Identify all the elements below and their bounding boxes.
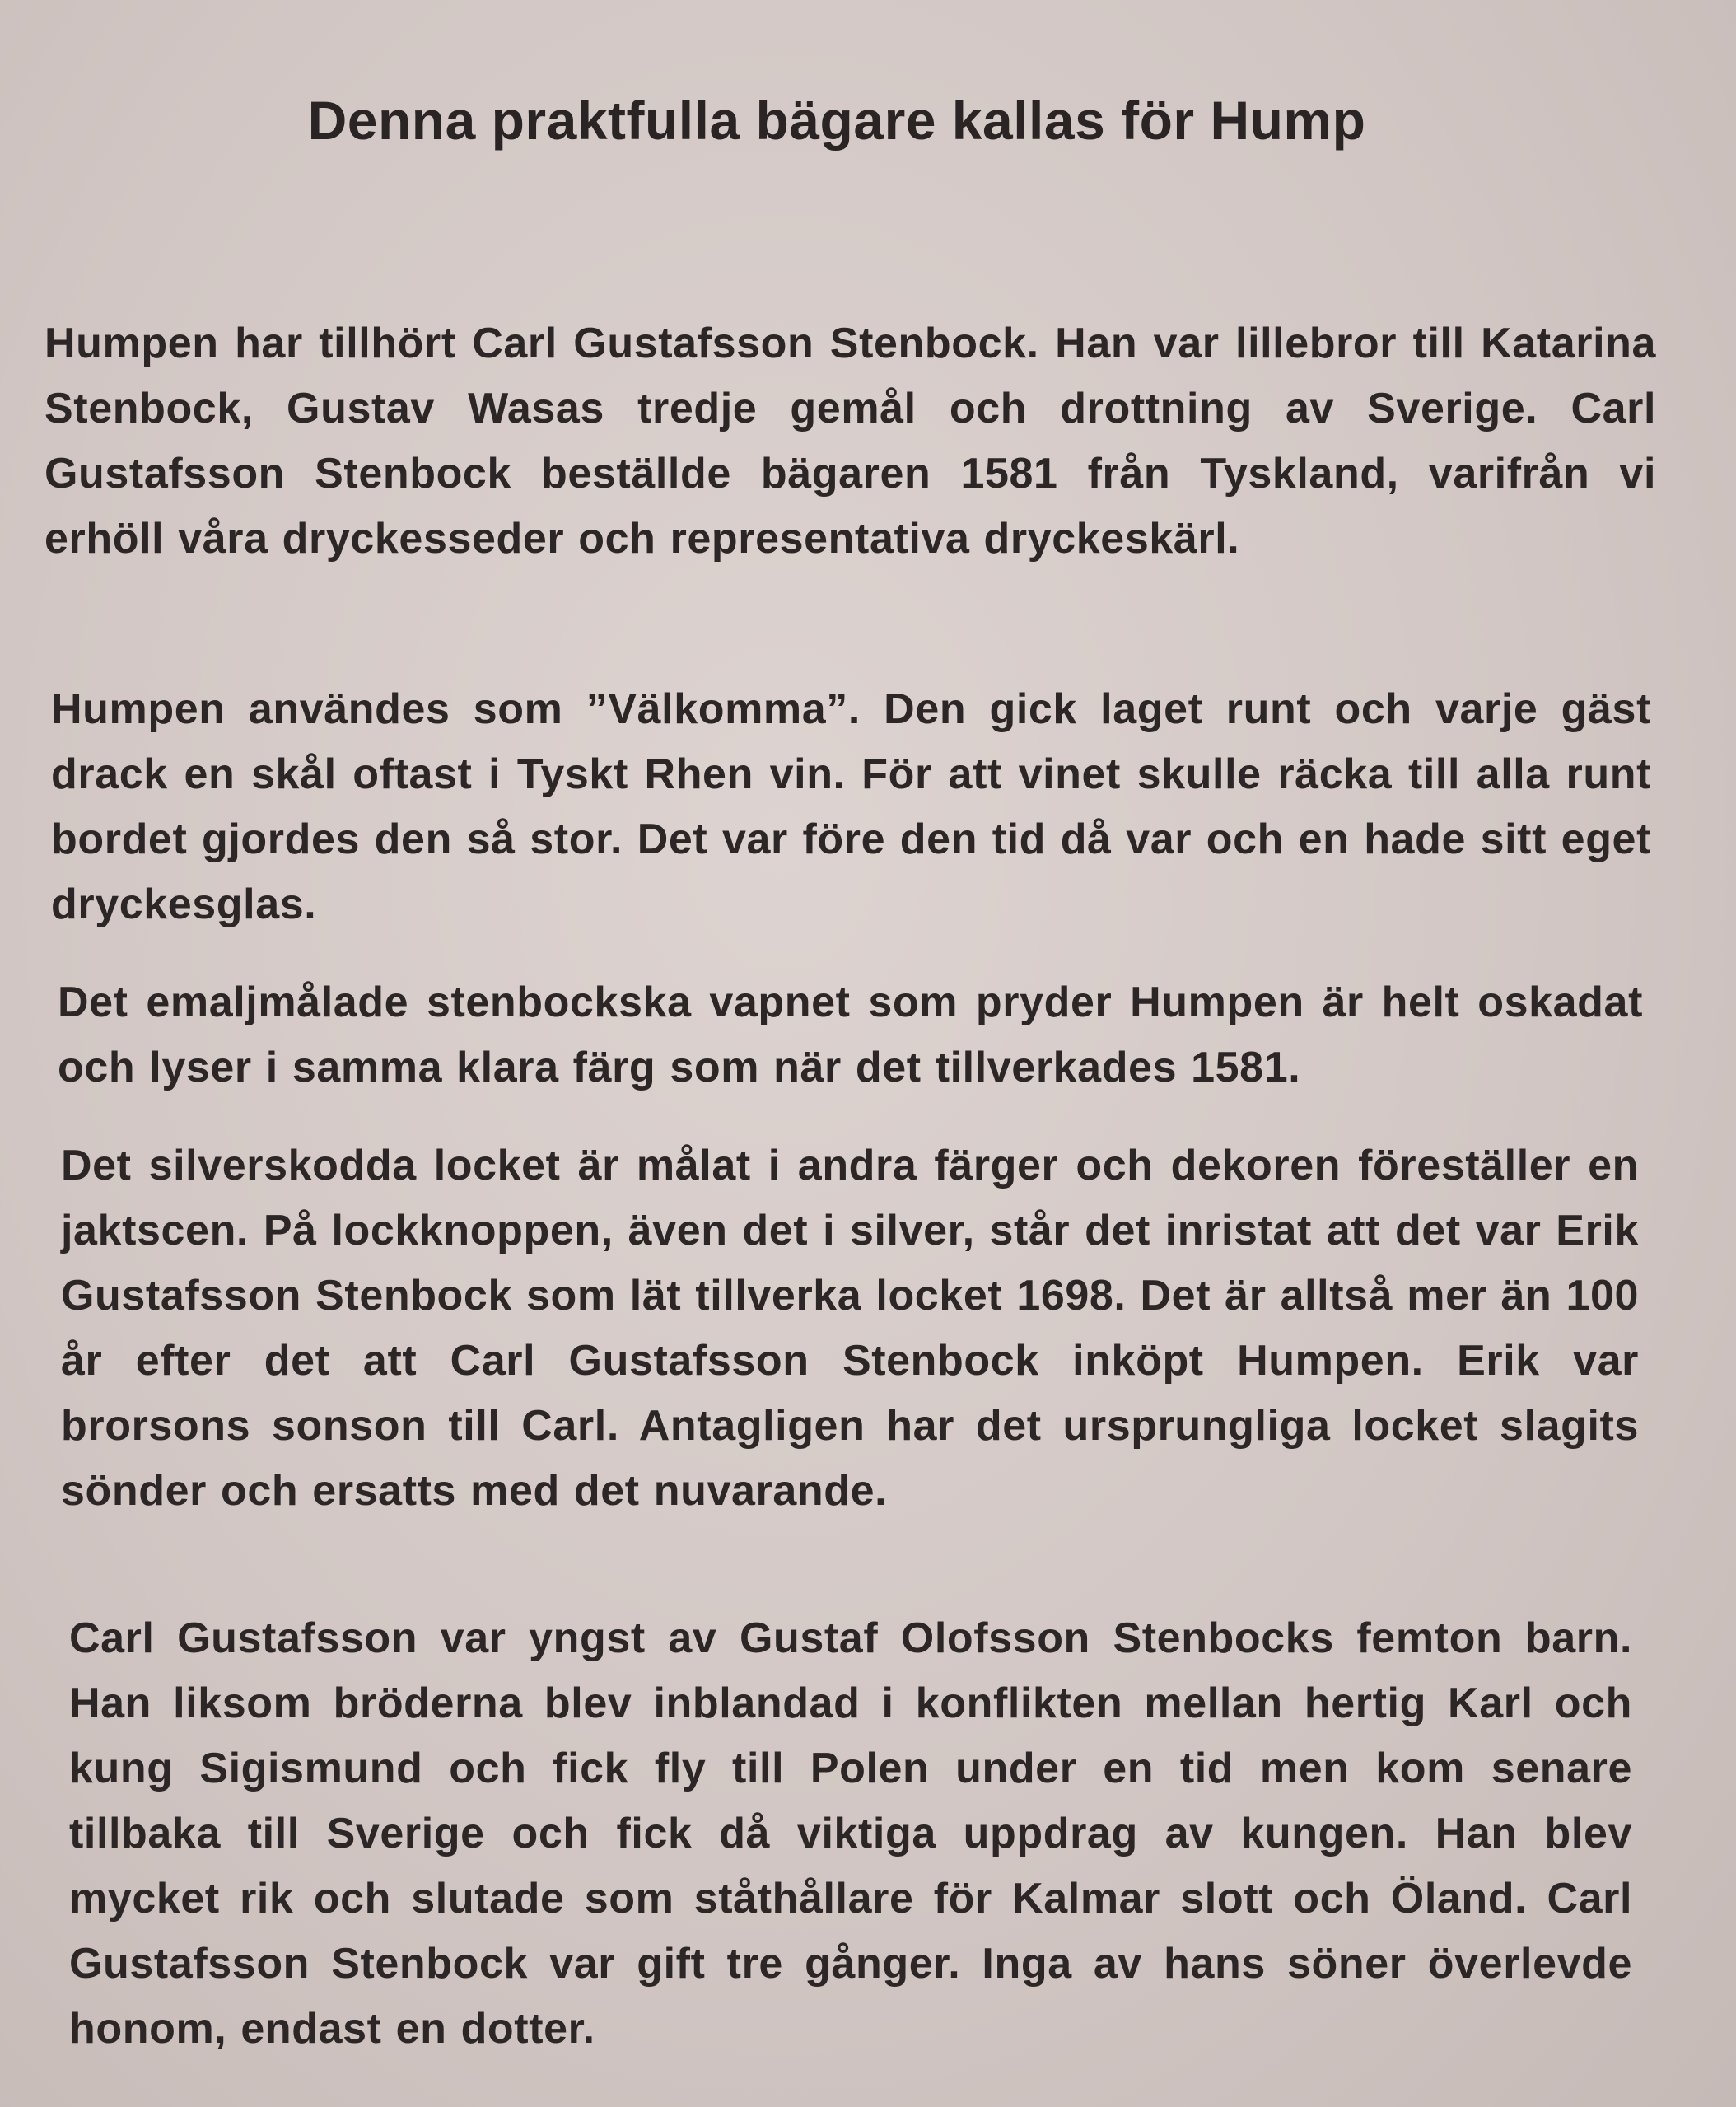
sign-title: Denna praktfulla bägare kallas för Hump [307,90,1366,151]
paragraph-coat-of-arms: Det emaljmålade stenbockska vapnet som pryder Humpen är helt oskadat och lyser i samma klara färg som när det tillverkades 1581. [58,979,1643,1091]
paragraph-lid: Det silverskodda locket är målat i andra färger och dekoren föreställer en jaktscen. På lockknoppen, även det i silver, står det inristat att det var Erik Gustafsson Stenbock som lät tillverka locket 1698. Det är alltså mer än 100 år efter det att Carl Gustafsson Stenbock inköpt Humpen. Erik var brorsons sonson till Carl. Antagligen har det ursprungliga locket slagits sönder och ersatts med det nuvarande. [61,1142,1639,1515]
paragraph-welcome-cup: Humpen användes som ”Välkomma”. Den gick laget runt och varje gäst drack en skål oftast i Tyskt Rhen vin. För att vinet skulle räcka till alla runt bordet gjordes den så stor. Det var före den tid då var och en hade sitt eget dryckesglas. [51,685,1651,928]
paragraph-biography: Carl Gustafsson var yngst av Gustaf Olofsson Stenbocks femton barn. Han liksom bröderna blev inblandad i konflikten mellan hertig Karl och kung Sigismund och fick fly till Polen under en tid men kom senare tillbaka till Sverige och fick då viktiga uppdrag av kungen. Han blev mycket rik och slutade som ståthållare för Kalmar slott och Öland. Carl Gustafsson Stenbock var gift tre gånger. Inga av hans söner överlevde honom, endast en dotter. [69,1614,1632,2053]
paragraph-ownership: Humpen har tillhört Carl Gustafsson Stenbock. Han var lillebror till Katarina Stenbock, Gustav Wasas tredje gemål och drottning av Sverige. Carl Gustafsson Stenbock beställde bägaren 1581 från Tyskland, varifrån vi erhöll våra dryckesseder och representativa dryckeskärl. [44,320,1656,563]
